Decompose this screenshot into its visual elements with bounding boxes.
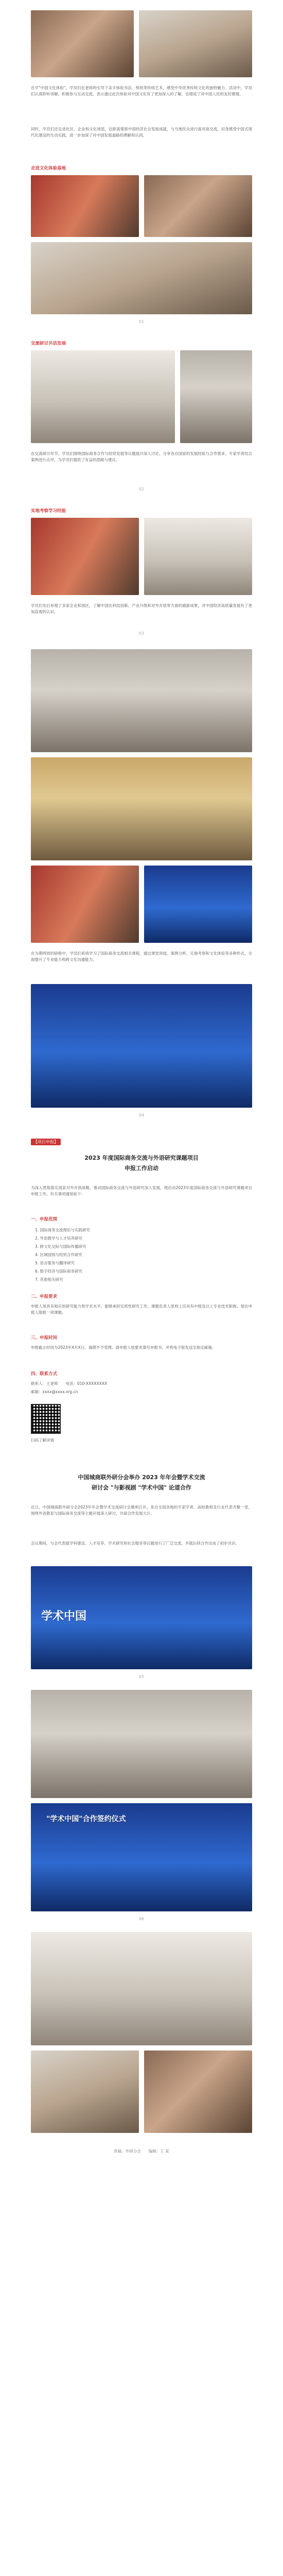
caption-04: 04 <box>138 1113 145 1117</box>
section3-para1: 近日，中国城商联外研分会2023年年会暨学术交流研讨会顺利召开。来自全国各地的专家学者、高校教师及行业代表齐聚一堂，围绕外语教育与国际商务交流等主题开展深入研讨，共商合作发展大计。 <box>31 1505 252 1516</box>
section2-head2: 二、申报要求 <box>31 1294 58 1299</box>
section2-requirements: 申报人须具有相应的研究能力和学术水平，能够承担实质性研究工作。课题负责人原则上应具有中级及以上专业技术职称。每位申报人限报一项课题。 <box>31 1304 252 1315</box>
section3-title-line2: 研讨会 "与影视剧 "学术中国" 论道合作 <box>92 1484 191 1491</box>
list-item: 6. 数字经济与国际商务研究 <box>35 1269 83 1274</box>
caption-03: 03 <box>138 631 145 636</box>
photo-seminar-main <box>31 350 175 443</box>
list-item: 5. 语言服务与翻译研究 <box>35 1261 75 1265</box>
caption-02: 02 <box>138 487 145 492</box>
section2-contact: 联系人：王老师 电话：010-XXXXXXXX <box>31 1381 108 1386</box>
section1-para5: 在为期两周的研修中，学员们系统学习了国际商务交流相关课程，通过课堂讲授、案例分析、实地考察和文化体验等多种形式，全面提升了专业能力和跨文化沟通能力。 <box>31 951 252 962</box>
section1-subhead1: 走进文化体验基地 <box>31 166 66 171</box>
list-item: 7. 其他相关研究 <box>35 1277 63 1282</box>
section2-head4: 四、联系方式 <box>31 1371 58 1377</box>
photo-conference-hall <box>31 1690 252 1798</box>
list-item: 1. 国际商务交流理论与实践研究 <box>35 1228 91 1232</box>
photo-visit-left <box>31 518 139 595</box>
photo-banner-left <box>31 866 139 943</box>
section2-tag: 【项目申报】 <box>31 1139 61 1145</box>
section3-para2: 会议期间，与会代表就学科建设、人才培养、学术研究和社会服务等议题进行了广泛交流，并就后续合作达成了初步共识。 <box>31 1541 239 1546</box>
photo-seminar-side <box>180 350 252 443</box>
qr-caption: 扫码了解详情 <box>31 1438 54 1443</box>
section1-para2: 同时，学员们还走进社区、企业和文化场馆，近距离观察中国经济社会发展成就，与当地民众进行面对面交流，切身感受中国式现代化建设的生动实践，进一步加深了对中国发展道路的理解和认同。 <box>31 127 252 138</box>
list-item: 2. 外语教学与人才培养研究 <box>35 1236 83 1241</box>
caption-05: 05 <box>138 1674 145 1679</box>
photo-culture-right <box>144 175 252 237</box>
section3-title-line1: 中国城商联外研分会举办 2023 年年会暨学术交流 <box>78 1474 205 1481</box>
section2-intro: 为深入贯彻落实国家对外开放战略，推动国际商务交流与外语研究深入发展，现启动2023年度国际商务交流与外语研究课题项目申报工作。有关事项通知如下： <box>31 1185 252 1196</box>
section2-time: 申报截止时间为2023年X月X日，逾期不予受理。请申报人按要求填写申报书，并将电子版发送至指定邮箱。 <box>31 1345 216 1350</box>
photo-exchange-right <box>144 2050 252 2133</box>
photo-forum <box>31 984 252 1108</box>
list-item: 3. 跨文化交际与国际传播研究 <box>35 1244 86 1249</box>
photo-conference-banner <box>31 1566 252 1669</box>
section2-email: 邮箱：xxxx@xxxx.org.cn <box>31 1389 78 1394</box>
photo-visit-right <box>144 518 252 595</box>
photo-group-1 <box>31 649 252 752</box>
section1-para4: 学员们先后参观了多家企业和园区，了解中国在科技创新、产业升级和对外开放等方面的最新成果，对中国经济高质量发展有了更加直观的认识。 <box>31 603 252 614</box>
photo-exchange-left <box>31 2050 139 2133</box>
section1-subhead3: 实地考察学习经验 <box>31 509 66 514</box>
photo-signing-ceremony <box>31 1803 252 1911</box>
photo-banner-right <box>144 866 252 943</box>
section2-title-line2: 申报工作启动 <box>125 1165 158 1172</box>
photo-culture-bottom <box>31 242 252 314</box>
top-photo-left <box>31 10 134 77</box>
caption-06: 06 <box>138 1917 145 1921</box>
section2-head1: 一、申报范围 <box>31 1217 58 1222</box>
signing-banner-text: "学术中国"合作签约仪式 <box>46 1815 126 1823</box>
section1-subhead2: 交流研讨共话发展 <box>31 341 66 346</box>
section2-head3: 三、申报时间 <box>31 1335 58 1341</box>
caption-01: 01 <box>138 319 145 324</box>
photo-group-final <box>31 1932 252 2045</box>
section1-para3: 在交流研讨环节，学员们围绕国际商务合作与经贸发展等议题展开深入讨论，分享各自国家的发展经验与合作需求。专家学者结合案例进行点评，为学员们提供了有益的思路与建议。 <box>31 451 252 462</box>
qr-code-icon[interactable] <box>31 1404 61 1434</box>
photo-group-2 <box>31 757 252 860</box>
section1-para1: 在学"中国文化体验"，学员们在老师的引导下亲手体验书法、剪纸等传统艺术，感受中华优秀传统文化的独特魅力。活动中，学员们认真聆听讲解，积极参与互动交流，表示通过此次体验对中国文化有了更加深入的了解，也增进了对中国人民的友好感情。 <box>31 86 252 96</box>
top-photo-right <box>139 10 252 77</box>
section2-title-line1: 2023 年度国际商务交流与外语研究课题项目 <box>84 1155 199 1161</box>
photo-culture-left <box>31 175 139 237</box>
banner-title: 学术中国 <box>41 1610 87 1623</box>
list-item: 4. 区域国别与经贸合作研究 <box>35 1252 83 1257</box>
article-footer: 供稿：外研分会 编辑：王 某 <box>114 2149 169 2154</box>
